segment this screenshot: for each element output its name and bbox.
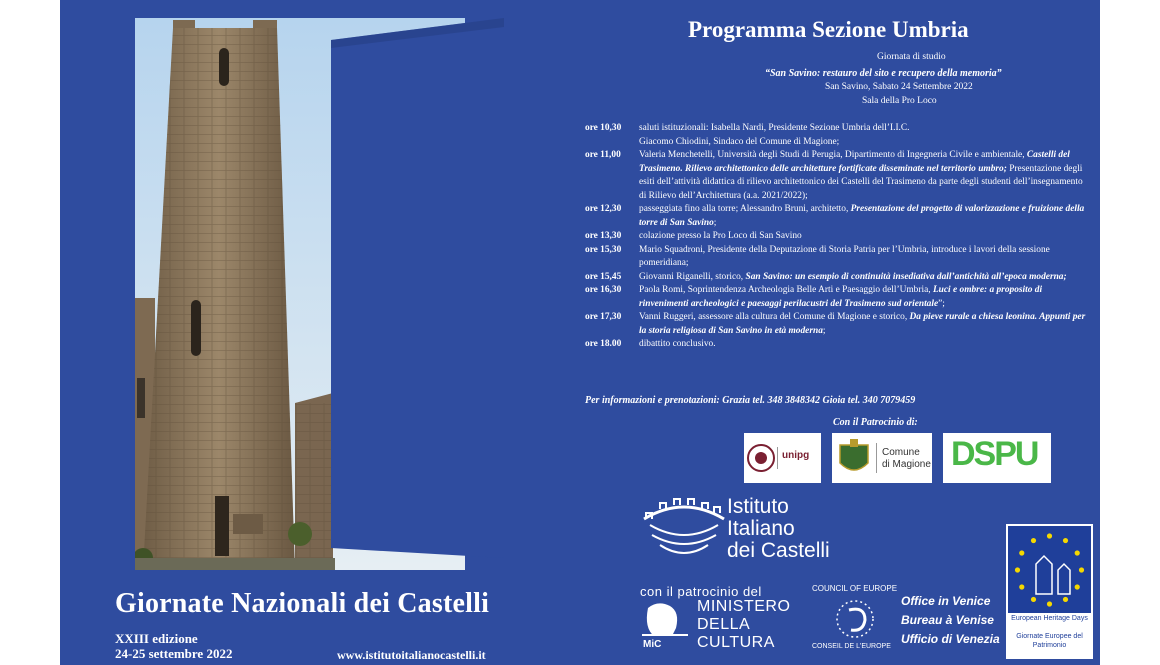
schedule-row <box>585 271 1090 285</box>
ehd-star <box>1019 584 1024 589</box>
schedule-row <box>585 311 1090 338</box>
schedule-description <box>639 149 1090 203</box>
talk-title: Presentazione del progetto di valorizzazione e fruizione della torre di San Savino <box>639 204 1085 228</box>
schedule-list <box>585 122 1090 352</box>
study-venue: Sala della Pro Loco <box>862 96 937 106</box>
program-title: Programma Sezione Umbria <box>688 17 969 42</box>
poster <box>60 0 1100 665</box>
comune-text-1: Comune <box>882 447 920 458</box>
mic-abbr: MiC <box>643 639 662 650</box>
schedule-time: ore 16,30 <box>585 285 622 295</box>
comune-magione-logo <box>832 433 932 483</box>
schedule-text: Valeria Menchetelli, Università degli Studi di Perugia, Dipartimento di Ingegneria Civile e ambientale, <box>639 150 1027 160</box>
schedule-time: ore 15,45 <box>585 271 622 282</box>
schedule-description <box>639 122 1090 136</box>
schedule-description <box>639 311 1090 338</box>
schedule-time: ore 17,30 <box>585 312 622 322</box>
event-dates: 24-25 settembre 2022 <box>115 646 233 661</box>
schedule-text: ”; <box>938 298 945 309</box>
ehd-title: European Heritage Days <box>1011 615 1088 622</box>
dspu-logo <box>943 433 1051 483</box>
study-title: “San Savino: restauro del sito e recupero della memoria” <box>765 68 1002 79</box>
coe-title-fr: CONSEIL DE L'EUROPE <box>812 643 891 650</box>
schedule-description <box>639 338 1090 352</box>
ehd-star <box>1015 567 1020 572</box>
schedule-time: ore 13,30 <box>585 231 622 241</box>
mic-word-2: DELLA <box>697 616 751 633</box>
schedule-text: colazione presso la Pro Loco di San Savino <box>639 231 802 241</box>
contact-info: Per informazioni e prenotazioni: Grazia tel. 348 3848342 Gioia tel. 340 7079459 <box>585 395 916 406</box>
website-url[interactable]: www.istitutoitalianocastelli.it <box>337 648 486 662</box>
schedule-description <box>639 271 1090 285</box>
schedule-description <box>639 230 1090 244</box>
iic-line-2: Italiano <box>727 517 795 540</box>
schedule-description <box>639 136 1090 150</box>
ehd-star <box>1047 601 1052 606</box>
schedule-row <box>585 338 1090 352</box>
unipg-logo <box>744 433 821 483</box>
ehd-star <box>1075 584 1080 589</box>
edition-info <box>115 631 232 661</box>
schedule-text: Paola Romi, Soprintendenza Archeologia Belle Arti e Paesaggio dell’Umbria, <box>639 285 933 295</box>
talk-title: Luci e ombre: a proposito di rinvenimenti archeologici e paesaggi perilacustri del Trasimeno sud orientale <box>639 285 1043 309</box>
mic-word-1: MINISTERO <box>697 598 791 615</box>
schedule-description <box>639 244 1090 271</box>
schedule-text: saluti istituzionali: Isabella Nardi, Presidente Sezione Umbria dell’I.I.C. <box>639 123 910 133</box>
study-day-label: Giornata di studio <box>877 52 946 62</box>
schedule-time: ore 18.00 <box>585 339 622 349</box>
schedule-description <box>639 203 1090 230</box>
ehd-subtitle: Giornate Europee del Patrimonio <box>1016 633 1083 649</box>
schedule-text: Giovanni Riganelli, storico, <box>639 271 746 282</box>
schedule-time: ore 11,00 <box>585 150 621 160</box>
iic-name <box>727 496 830 562</box>
coe-emblem <box>825 596 885 642</box>
ehd-star <box>1031 597 1036 602</box>
schedule-text: Vanni Ruggeri, assessore alla cultura del Comune di Magione e storico, <box>639 312 910 322</box>
iic-line-1: Istituto <box>727 495 789 518</box>
comune-text-2: di Magione <box>882 459 931 470</box>
dspu-text: DSPU <box>951 435 1038 473</box>
schedule-text: Mario Squadroni, Presidente della Deputazione di Storia Patria per l’Umbria, introduce i lavori della sessione pomeridiana; <box>639 244 1050 268</box>
talk-title: San Savino: un esempio di continuità insediativa dall’antichità all’epoca moderna; <box>745 271 1067 282</box>
mic-patronage-text: con il patrocinio del <box>640 584 762 599</box>
coe-title-en: COUNCIL OF EUROPE <box>812 584 898 593</box>
ehd-star <box>1047 533 1052 538</box>
schedule-row <box>585 136 1090 150</box>
schedule-time: ore 10,30 <box>585 123 622 133</box>
mic-word-3: CULTURA <box>697 634 775 651</box>
ehd-star <box>1075 550 1080 555</box>
ehd-star <box>1079 567 1084 572</box>
office-line-1: Office in Venice <box>901 594 991 608</box>
schedule-row <box>585 149 1090 203</box>
brand-title: Giornate Nazionali dei Castelli <box>115 588 490 619</box>
schedule-row <box>585 230 1090 244</box>
ehd-star <box>1063 597 1068 602</box>
schedule-time: ore 12,30 <box>585 204 622 214</box>
patronage-title: Con il Patrocinio di: <box>833 417 918 428</box>
iic-line-3: dei Castelli <box>727 539 830 562</box>
schedule-text: ; <box>713 217 717 228</box>
schedule-text: ; <box>822 325 826 336</box>
schedule-text: Giacomo Chiodini, Sindaco del Comune di Magione; <box>639 136 840 147</box>
schedule-description <box>639 284 1090 311</box>
schedule-row <box>585 203 1090 230</box>
edition-number: XXIII edizione <box>115 631 198 646</box>
schedule-row <box>585 284 1090 311</box>
ehd-star <box>1031 538 1036 543</box>
unipg-text: unipg <box>782 450 810 461</box>
schedule-text: passeggiata fino alla torre; Alessandro Bruni, architetto, <box>639 204 851 214</box>
schedule-row <box>585 244 1090 271</box>
talk-title: Da pieve rurale a chiesa leonina. Appunti per la storia religiosa di San Savino in età moderna <box>639 312 1086 336</box>
talk-title: Castelli del Trasimeno. Rilievo architettonico delle architetture fortificate disseminate nel territorio umbro; <box>639 150 1070 174</box>
office-line-2: Bureau à Venise <box>901 613 994 627</box>
schedule-row <box>585 122 1090 136</box>
ehd-star <box>1063 538 1068 543</box>
ehd-star <box>1019 550 1024 555</box>
office-line-3: Ufficio di Venezia <box>901 632 1000 646</box>
schedule-text: dibattito conclusivo. <box>639 339 716 349</box>
study-date: San Savino, Sabato 24 Settembre 2022 <box>825 82 973 92</box>
schedule-time <box>585 136 639 150</box>
schedule-time: ore 15,30 <box>585 244 622 255</box>
schedule-text: Presentazione degli esiti dell’attività didattica di rilievo architettonico dei Castelli del Trasimeno da parte degli studenti dell’insegnamento di Rilievo dell’Architettura (a.a. 2021/2022); <box>639 163 1083 201</box>
